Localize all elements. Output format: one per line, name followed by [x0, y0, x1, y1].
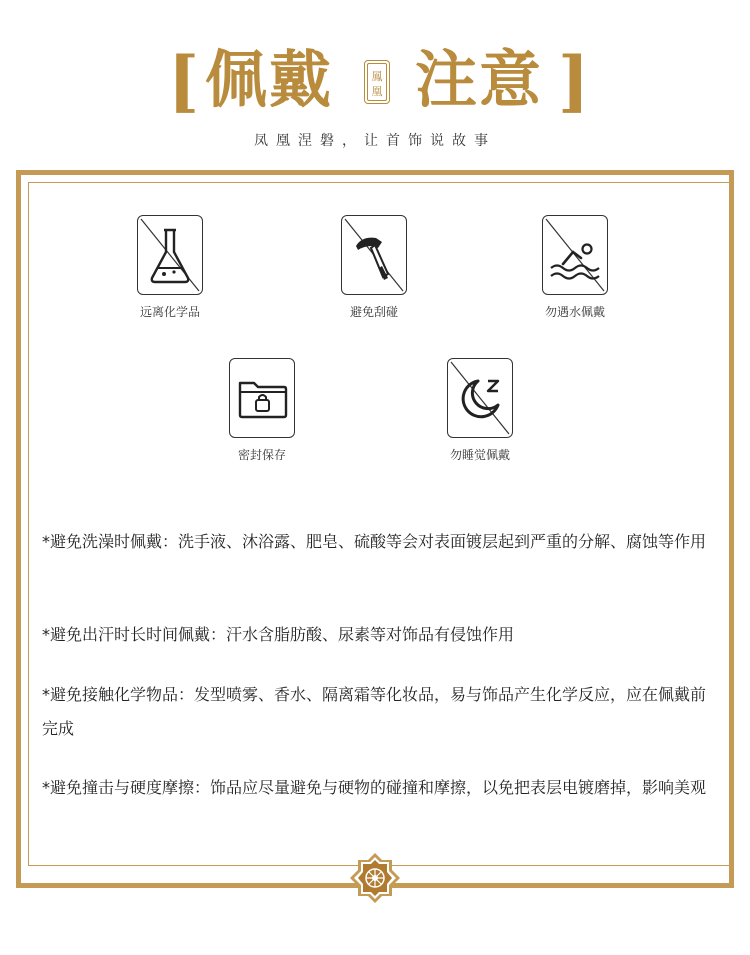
note-impact: *避免撞击与硬度摩擦：饰品应尽量避免与硬物的碰撞和摩擦，以免把表层电镀磨掉，影响美观 — [42, 778, 707, 797]
icon-item-water — [495, 215, 655, 320]
svg-text:凰: 凰 — [371, 85, 383, 98]
no-scratch-icon — [341, 215, 407, 295]
icon-label-storage: 密封保存 — [237, 448, 286, 462]
bracket-open: [ — [168, 42, 200, 120]
no-chemicals-icon — [137, 215, 203, 295]
icon-label-sleep: 勿睡觉佩戴 — [449, 448, 510, 462]
icon-label-scratch: 避免刮碰 — [349, 305, 398, 319]
icon-label-water: 勿遇水佩戴 — [544, 305, 605, 319]
note-sweat: *避免出汗时长时间佩戴：汗水含脂肪酸、尿素等对饰品有侵蚀作用 — [42, 625, 515, 644]
subtitle: 凤凰涅磐，让首饰说故事 — [254, 133, 496, 149]
bracket-close: ] — [558, 42, 590, 120]
phoenix-seal-icon — [364, 60, 390, 104]
icon-item-sleep — [400, 358, 560, 463]
icon-item-storage — [182, 358, 342, 463]
title-left: 佩戴 — [205, 43, 334, 116]
sealed-storage-icon — [229, 358, 295, 438]
note-chemicals: *避免接触化学物品：发型喷雾、香水、隔离霜等化妆品，易与饰品产生化学反应，应在佩戴前完成 — [42, 685, 707, 738]
title-right: 注意 — [415, 43, 544, 116]
no-water-icon — [542, 215, 608, 295]
icon-item-scratch — [294, 215, 454, 320]
svg-text:鳳: 鳳 — [371, 70, 383, 83]
ornament-emblem-icon — [349, 852, 401, 904]
icon-label-chemicals: 远离化学品 — [139, 305, 200, 319]
icon-item-chemicals — [90, 215, 250, 320]
header — [0, 0, 750, 165]
note-bathing: *避免洗澡时佩戴：洗手液、沐浴露、肥皂、硫酸等会对表面镀层起到严重的分解、腐蚀等作用 — [42, 532, 707, 551]
no-sleep-icon — [447, 358, 513, 438]
